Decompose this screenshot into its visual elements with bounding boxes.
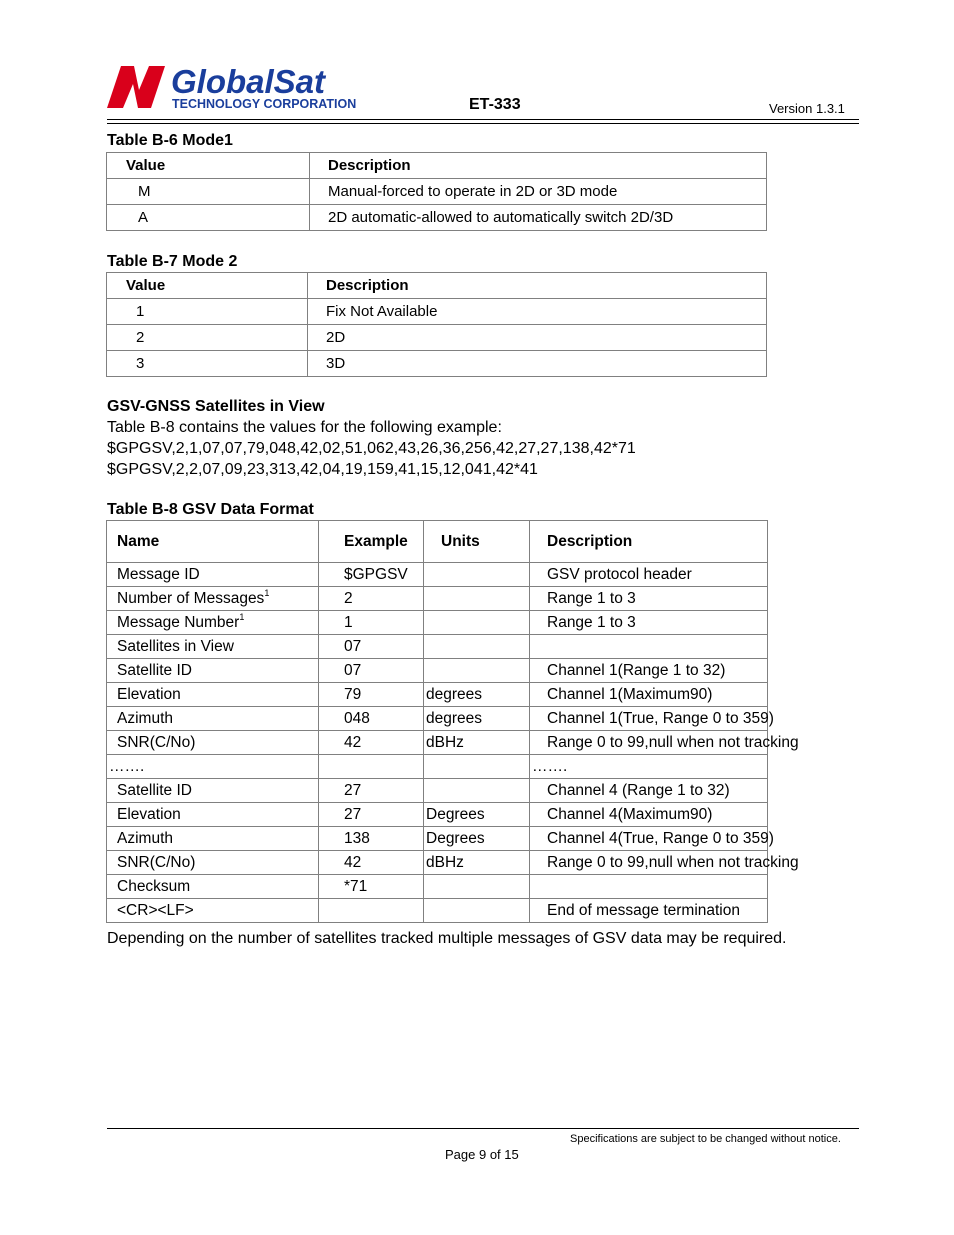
table-cell [424, 635, 530, 659]
column-header: Description [308, 273, 767, 299]
logo-tagline: TECHNOLOGY CORPORATION [172, 97, 357, 111]
table-cell [424, 899, 530, 923]
table-cell: SNR(C/No) [107, 731, 319, 755]
table-cell: ……. [107, 755, 319, 779]
table-row [107, 587, 768, 611]
table-cell: Satellite ID [107, 779, 319, 803]
table-cell: Degrees [424, 827, 530, 851]
table-cell: Satellites in View [107, 635, 319, 659]
table-cell: 138 [319, 827, 424, 851]
column-header: Example [319, 521, 424, 563]
table-cell [319, 899, 424, 923]
column-header: Value [107, 273, 308, 299]
column-header: Units [424, 521, 530, 563]
table-cell: Range 1 to 3 [530, 587, 768, 611]
table-row [107, 899, 768, 923]
table-row [107, 179, 767, 205]
globalsat-logo [107, 62, 357, 112]
table-cell [424, 563, 530, 587]
table-cell: 1 [107, 299, 308, 325]
table-cell: <CR><LF> [107, 899, 319, 923]
table-cell: Message ID [107, 563, 319, 587]
header-rule [107, 119, 859, 120]
table-cell: Channel 4(Maximum90) [530, 803, 768, 827]
table-b7 [106, 272, 767, 377]
gsv-heading: GSV-GNSS Satellites in View [107, 398, 325, 415]
table-row [107, 851, 768, 875]
table-cell: Azimuth [107, 827, 319, 851]
footer-rule [107, 1128, 859, 1129]
table-cell: Range 1 to 3 [530, 611, 768, 635]
table-cell: 2D [308, 325, 767, 351]
gsv-example-line-2: $GPGSV,2,2,07,09,23,313,42,04,19,159,41,15,12,041,42*41 [107, 461, 538, 478]
gsv-example-line-1: $GPGSV,2,1,07,07,79,048,42,02,51,062,43,26,36,256,42,27,27,138,42*71 [107, 440, 636, 457]
gsv-intro-line: Table B-8 contains the values for the following example: [107, 419, 502, 436]
table-cell: 1 [319, 611, 424, 635]
table-cell: Range 0 to 99,null when not tracking [530, 731, 768, 755]
table-cell: 2 [319, 587, 424, 611]
table-cell [530, 875, 768, 899]
table-cell: 3 [107, 351, 308, 377]
footnote-mark: 1 [239, 611, 245, 622]
table-cell [424, 659, 530, 683]
page-number: Page 9 of 15 [445, 1147, 519, 1162]
table-cell: 048 [319, 707, 424, 731]
table-row [107, 731, 768, 755]
logo-mark [107, 66, 165, 108]
table-cell: Fix Not Available [308, 299, 767, 325]
table-row [107, 325, 767, 351]
footer-notice: Specifications are subject to be changed without notice. [570, 1133, 841, 1145]
table-row [107, 563, 768, 587]
table-cell: 07 [319, 659, 424, 683]
table-row [107, 707, 768, 731]
column-header: Description [310, 153, 767, 179]
table-row [107, 803, 768, 827]
table-cell [424, 779, 530, 803]
table-cell: Channel 4(True, Range 0 to 359) [530, 827, 768, 851]
table-header-row [107, 273, 767, 299]
table-row [107, 779, 768, 803]
table-b6-title: Table B-6 Mode1 [107, 132, 233, 149]
table-b6 [106, 152, 767, 231]
table-row [107, 299, 767, 325]
table-cell [107, 587, 319, 611]
table-header-row [107, 153, 767, 179]
table-cell [107, 611, 319, 635]
column-header: Name [107, 521, 319, 563]
table-b7-title: Table B-7 Mode 2 [107, 253, 238, 270]
table-cell [319, 755, 424, 779]
table-cell: 79 [319, 683, 424, 707]
table-cell: degrees [424, 707, 530, 731]
table-cell: Elevation [107, 683, 319, 707]
table-cell: End of message termination [530, 899, 768, 923]
table-cell: 3D [308, 351, 767, 377]
table-row [107, 659, 768, 683]
table-cell: SNR(C/No) [107, 851, 319, 875]
table-cell: Degrees [424, 803, 530, 827]
table-row [107, 205, 767, 231]
table-row [107, 611, 768, 635]
table-cell [424, 611, 530, 635]
table-cell [424, 755, 530, 779]
table-cell: Channel 1(True, Range 0 to 359) [530, 707, 768, 731]
logo-brand: GlobalSat [171, 63, 326, 100]
table-row [107, 755, 768, 779]
table-cell: Channel 1(Maximum90) [530, 683, 768, 707]
table-cell: dBHz [424, 851, 530, 875]
table-cell: ……. [530, 755, 768, 779]
table-cell: A [107, 205, 310, 231]
table-cell [530, 635, 768, 659]
table-cell: Azimuth [107, 707, 319, 731]
table-cell: Range 0 to 99,null when not tracking [530, 851, 768, 875]
table-cell: Channel 1(Range 1 to 32) [530, 659, 768, 683]
table-cell: M [107, 179, 310, 205]
footnote-mark: 1 [264, 587, 270, 598]
table-b8-title: Table B-8 GSV Data Format [107, 501, 314, 518]
table-row [107, 635, 768, 659]
version-label: Version 1.3.1 [769, 101, 845, 116]
table-header-row [107, 521, 768, 563]
table-cell: dBHz [424, 731, 530, 755]
table-cell: Checksum [107, 875, 319, 899]
column-header: Value [107, 153, 310, 179]
table-b8 [106, 520, 799, 923]
table-row [107, 351, 767, 377]
gsv-note: Depending on the number of satellites tracked multiple messages of GSV data may be required. [107, 930, 787, 947]
table-cell: Satellite ID [107, 659, 319, 683]
table-cell: 27 [319, 803, 424, 827]
table-cell [424, 875, 530, 899]
column-header: Description [530, 521, 768, 563]
table-cell: 42 [319, 731, 424, 755]
table-cell: 2D automatic-allowed to automatically switch 2D/3D [310, 205, 767, 231]
cell-text: Message Number [117, 613, 240, 631]
table-cell: 2 [107, 325, 308, 351]
table-row [107, 875, 768, 899]
table-cell: $GPGSV [319, 563, 424, 587]
table-cell: GSV protocol header [530, 563, 768, 587]
table-cell: Channel 4 (Range 1 to 32) [530, 779, 768, 803]
table-cell: *71 [319, 875, 424, 899]
table-cell: 42 [319, 851, 424, 875]
table-cell: Elevation [107, 803, 319, 827]
table-cell: degrees [424, 683, 530, 707]
cell-text: Number of Messages [117, 589, 265, 607]
document-title: ET-333 [469, 96, 521, 113]
table-row [107, 827, 768, 851]
table-row [107, 683, 768, 707]
table-cell: Manual-forced to operate in 2D or 3D mode [310, 179, 767, 205]
table-cell: 27 [319, 779, 424, 803]
table-cell: 07 [319, 635, 424, 659]
header-rule-secondary [107, 123, 859, 124]
table-cell [424, 587, 530, 611]
